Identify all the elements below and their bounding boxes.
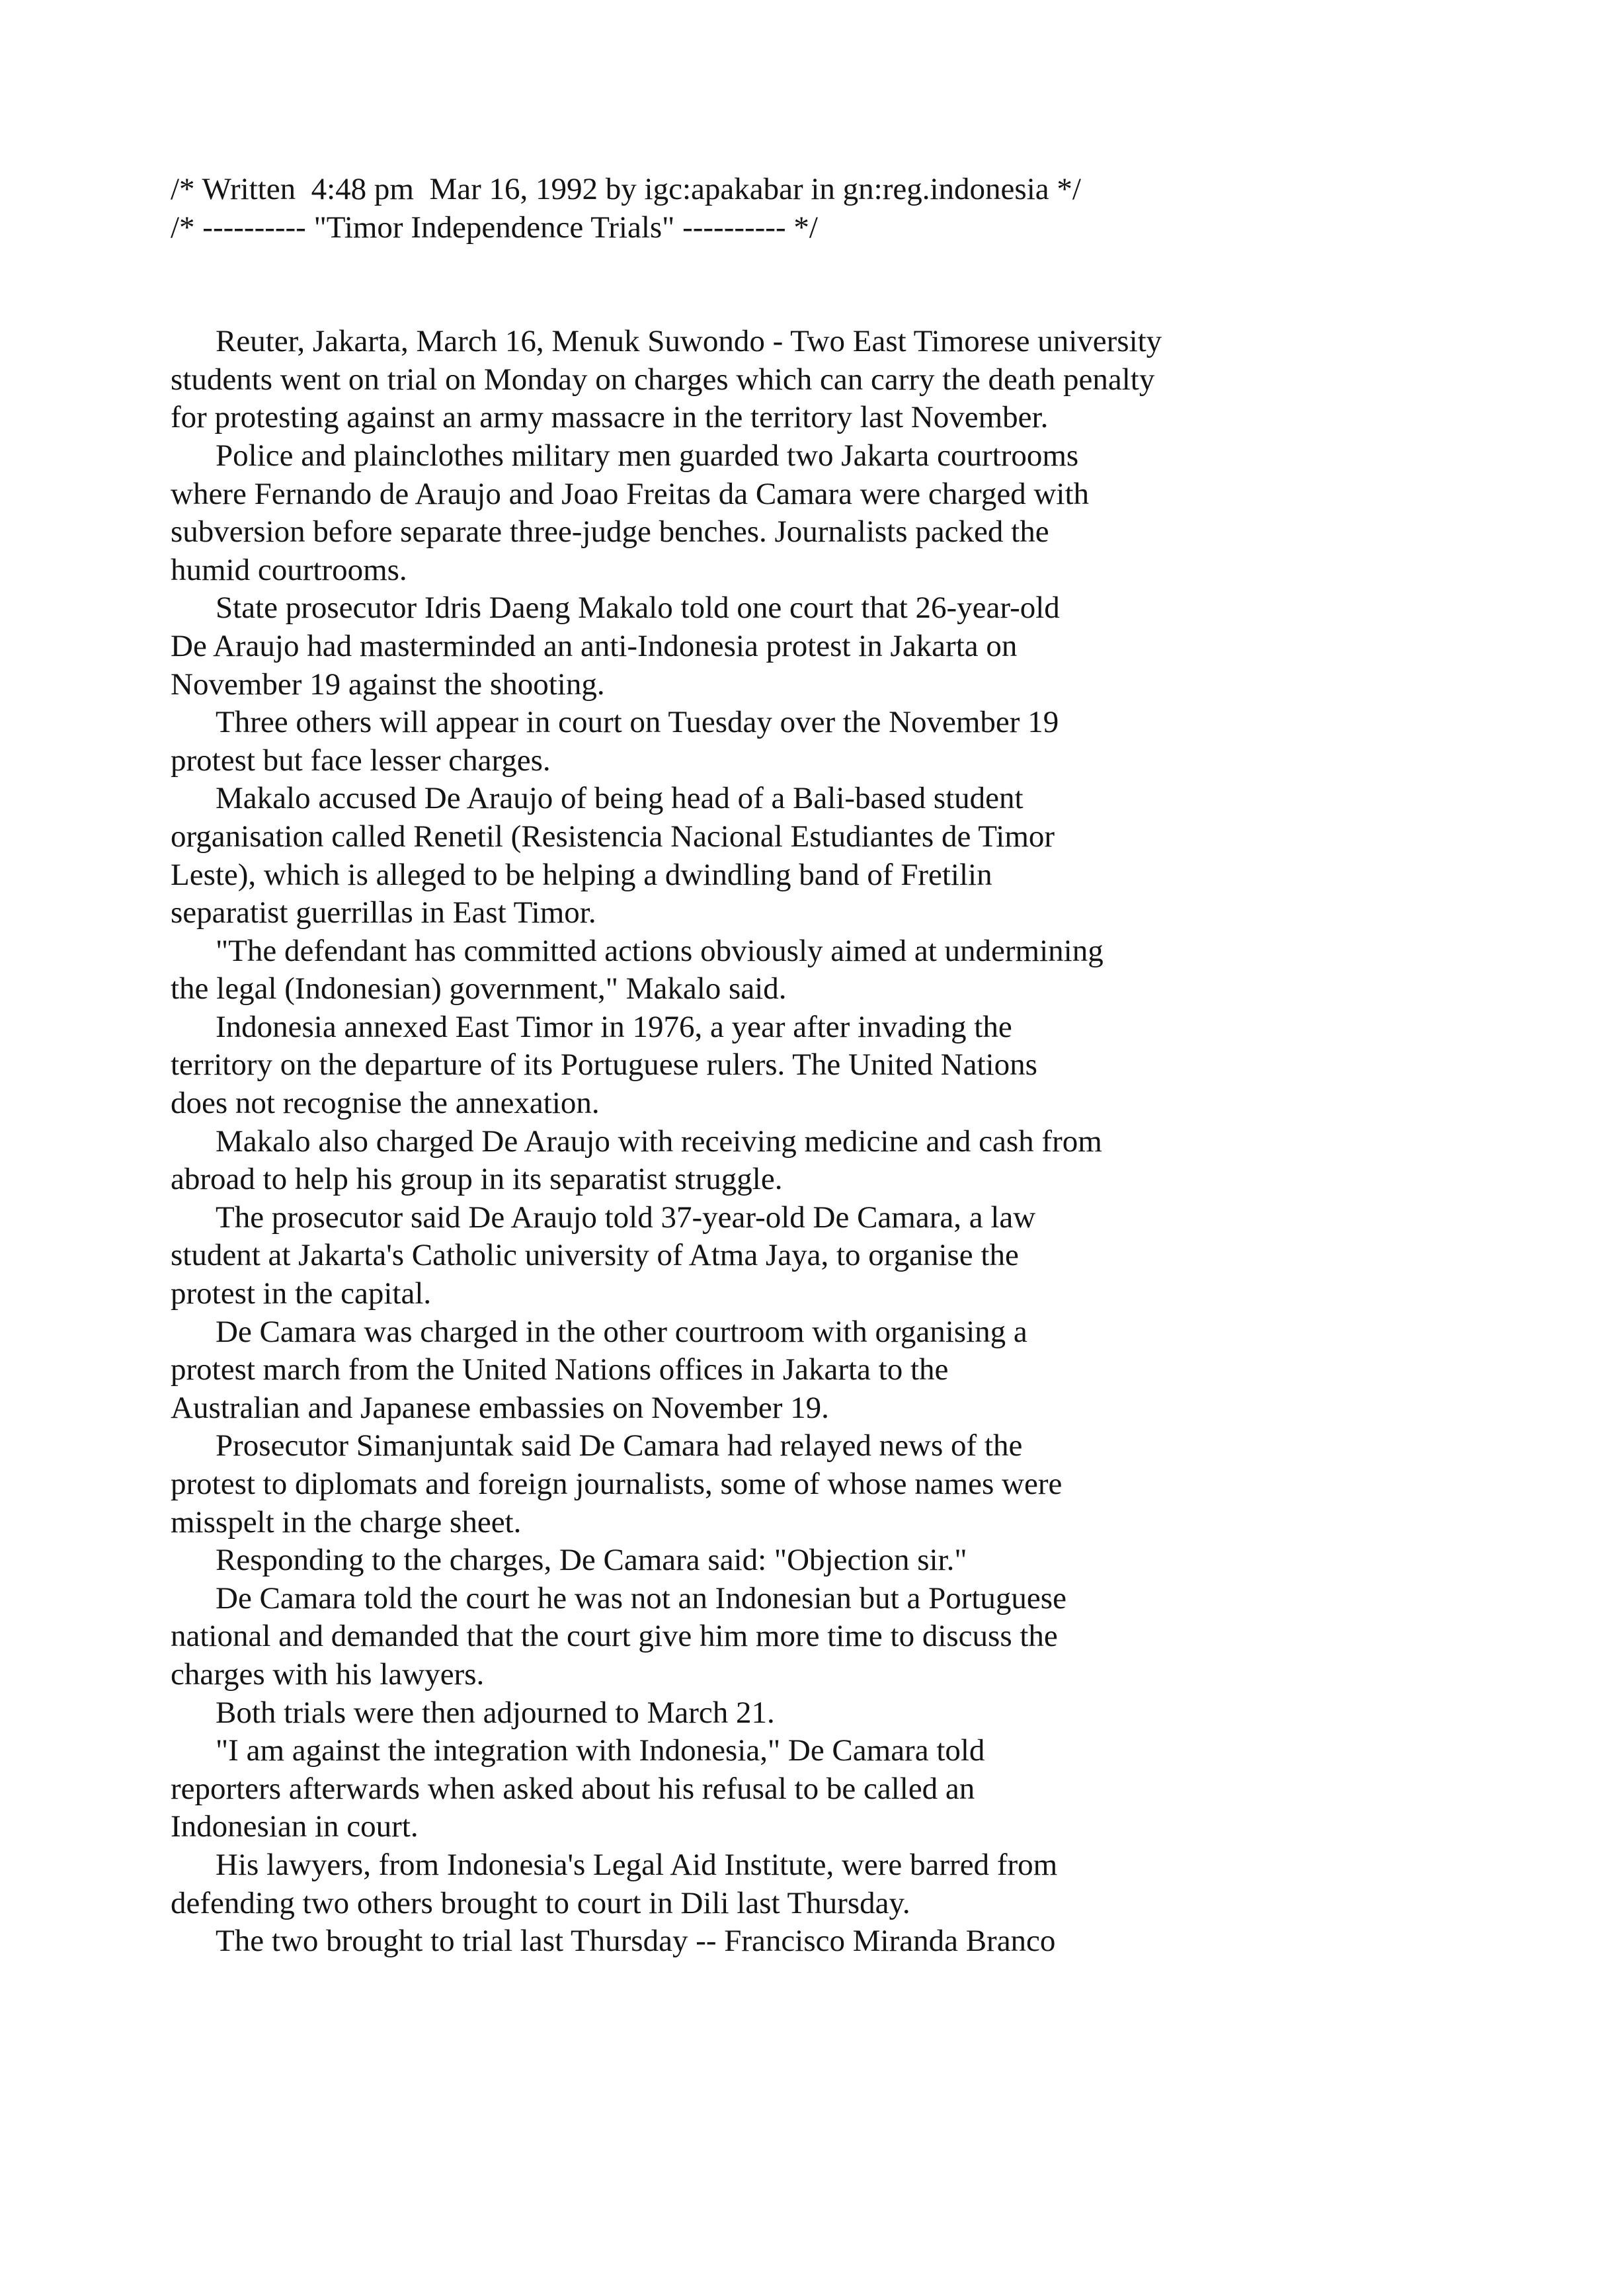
paragraph-line: does not recognise the annexation. (171, 1086, 600, 1121)
header-title-line: /* ---------- "Timor Independence Trials" ---------- */ (171, 210, 818, 245)
header-written-line: /* Written 4:48 pm Mar 16, 1992 by igc:apakabar in gn:reg.indonesia */ (171, 172, 1081, 206)
paragraph-line: Indonesia annexed East Timor in 1976, a year after invading the (216, 1009, 1012, 1044)
paragraph-line: for protesting against an army massacre in the territory last November. (171, 400, 1049, 435)
article-paragraph (171, 1008, 1414, 1123)
paragraph-line: protest in the capital. (171, 1276, 432, 1311)
paragraph-line: Both trials were then adjourned to March 21. (216, 1695, 775, 1730)
paragraph-line: His lawyers, from Indonesia's Legal Aid Institute, were barred from (216, 1847, 1058, 1882)
article-paragraph (171, 932, 1414, 1008)
paragraph-line: student at Jakarta's Catholic university of Atma Jaya, to organise the (171, 1238, 1019, 1273)
paragraph-line: Indonesian in court. (171, 1809, 419, 1844)
article-paragraph (171, 1427, 1414, 1541)
paragraph-line: Makalo also charged De Araujo with receiving medicine and cash from (216, 1124, 1102, 1159)
article-paragraph (171, 589, 1414, 704)
paragraph-line: "I am against the integration with Indonesia," De Camara told (216, 1733, 985, 1768)
article-paragraph (171, 780, 1414, 932)
paragraph-line: national and demanded that the court give him more time to discuss the (171, 1619, 1058, 1654)
article-paragraph (171, 1123, 1414, 1199)
paragraph-line: humid courtrooms. (171, 552, 407, 587)
paragraph-line: reporters afterwards when asked about his refusal to be called an (171, 1771, 975, 1806)
paragraph-line: abroad to help his group in its separatist struggle. (171, 1162, 783, 1197)
article-paragraph (171, 1313, 1414, 1428)
paragraph-line: De Camara told the court he was not an Indonesian but a Portuguese (216, 1580, 1066, 1616)
article-paragraph (171, 704, 1414, 780)
paragraph-line: State prosecutor Idris Daeng Makalo told one court that 26-year-old (216, 591, 1060, 626)
paragraph-line: De Araujo had masterminded an anti-Indonesia protest in Jakarta on (171, 628, 1018, 663)
paragraph-line: Police and plainclothes military men guarded two Jakarta courtrooms (216, 438, 1079, 473)
document-page (171, 171, 1414, 1961)
paragraph-line: territory on the departure of its Portuguese rulers. The United Nations (171, 1047, 1037, 1083)
paragraph-line: De Camara was charged in the other courtroom with organising a (216, 1314, 1027, 1349)
header-spacer (171, 247, 1414, 323)
article-paragraph (171, 1732, 1414, 1846)
paragraph-line: The two brought to trial last Thursday -- Francisco Miranda Branco (216, 1924, 1056, 1959)
paragraph-line: students went on trial on Monday on charges which can carry the death penalty (171, 362, 1155, 397)
article-body (171, 323, 1414, 1961)
paragraph-line: charges with his lawyers. (171, 1657, 485, 1692)
paragraph-line: Makalo accused De Araujo of being head of a Bali-based student (216, 781, 1024, 816)
paragraph-line: subversion before separate three-judge benches. Journalists packed the (171, 514, 1049, 550)
paragraph-line: November 19 against the shooting. (171, 667, 605, 702)
paragraph-line: where Fernando de Araujo and Joao Freitas da Camara were charged with (171, 476, 1090, 511)
article-paragraph (171, 1199, 1414, 1313)
paragraph-line: organisation called Renetil (Resistencia Nacional Estudiantes de Timor (171, 819, 1055, 854)
paragraph-line: Prosecutor Simanjuntak said De Camara had relayed news of the (216, 1428, 1023, 1463)
article-paragraph (171, 1694, 1414, 1733)
paragraph-line: protest march from the United Nations offices in Jakarta to the (171, 1352, 949, 1387)
paragraph-line: defending two others brought to court in Dili last Thursday. (171, 1885, 910, 1920)
paragraph-line: protest to diplomats and foreign journalists, some of whose names were (171, 1467, 1063, 1501)
paragraph-line: Leste), which is alleged to be helping a dwindling band of Fretilin (171, 857, 992, 892)
paragraph-line: Responding to the charges, De Camara said: "Objection sir." (216, 1543, 967, 1578)
paragraph-line: misspelt in the charge sheet. (171, 1504, 522, 1539)
paragraph-line: Reuter, Jakarta, March 16, Menuk Suwondo - Two East Timorese university (216, 324, 1162, 359)
paragraph-line: protest but face lesser charges. (171, 743, 551, 778)
article-paragraph (171, 1846, 1414, 1922)
paragraph-line: separatist guerrillas in East Timor. (171, 895, 596, 930)
article-paragraph (171, 1541, 1414, 1580)
paragraph-line: The prosecutor said De Araujo told 37-year-old De Camara, a law (216, 1200, 1036, 1235)
paragraph-line: Australian and Japanese embassies on November 19. (171, 1390, 829, 1425)
article-paragraph (171, 437, 1414, 589)
paragraph-line: the legal (Indonesian) government," Makalo said. (171, 971, 787, 1006)
paragraph-line: "The defendant has committed actions obviously aimed at undermining (216, 933, 1104, 968)
article-paragraph (171, 323, 1414, 437)
paragraph-line: Three others will appear in court on Tuesday over the November 19 (216, 705, 1059, 740)
article-paragraph (171, 1580, 1414, 1694)
article-paragraph (171, 1922, 1414, 1961)
